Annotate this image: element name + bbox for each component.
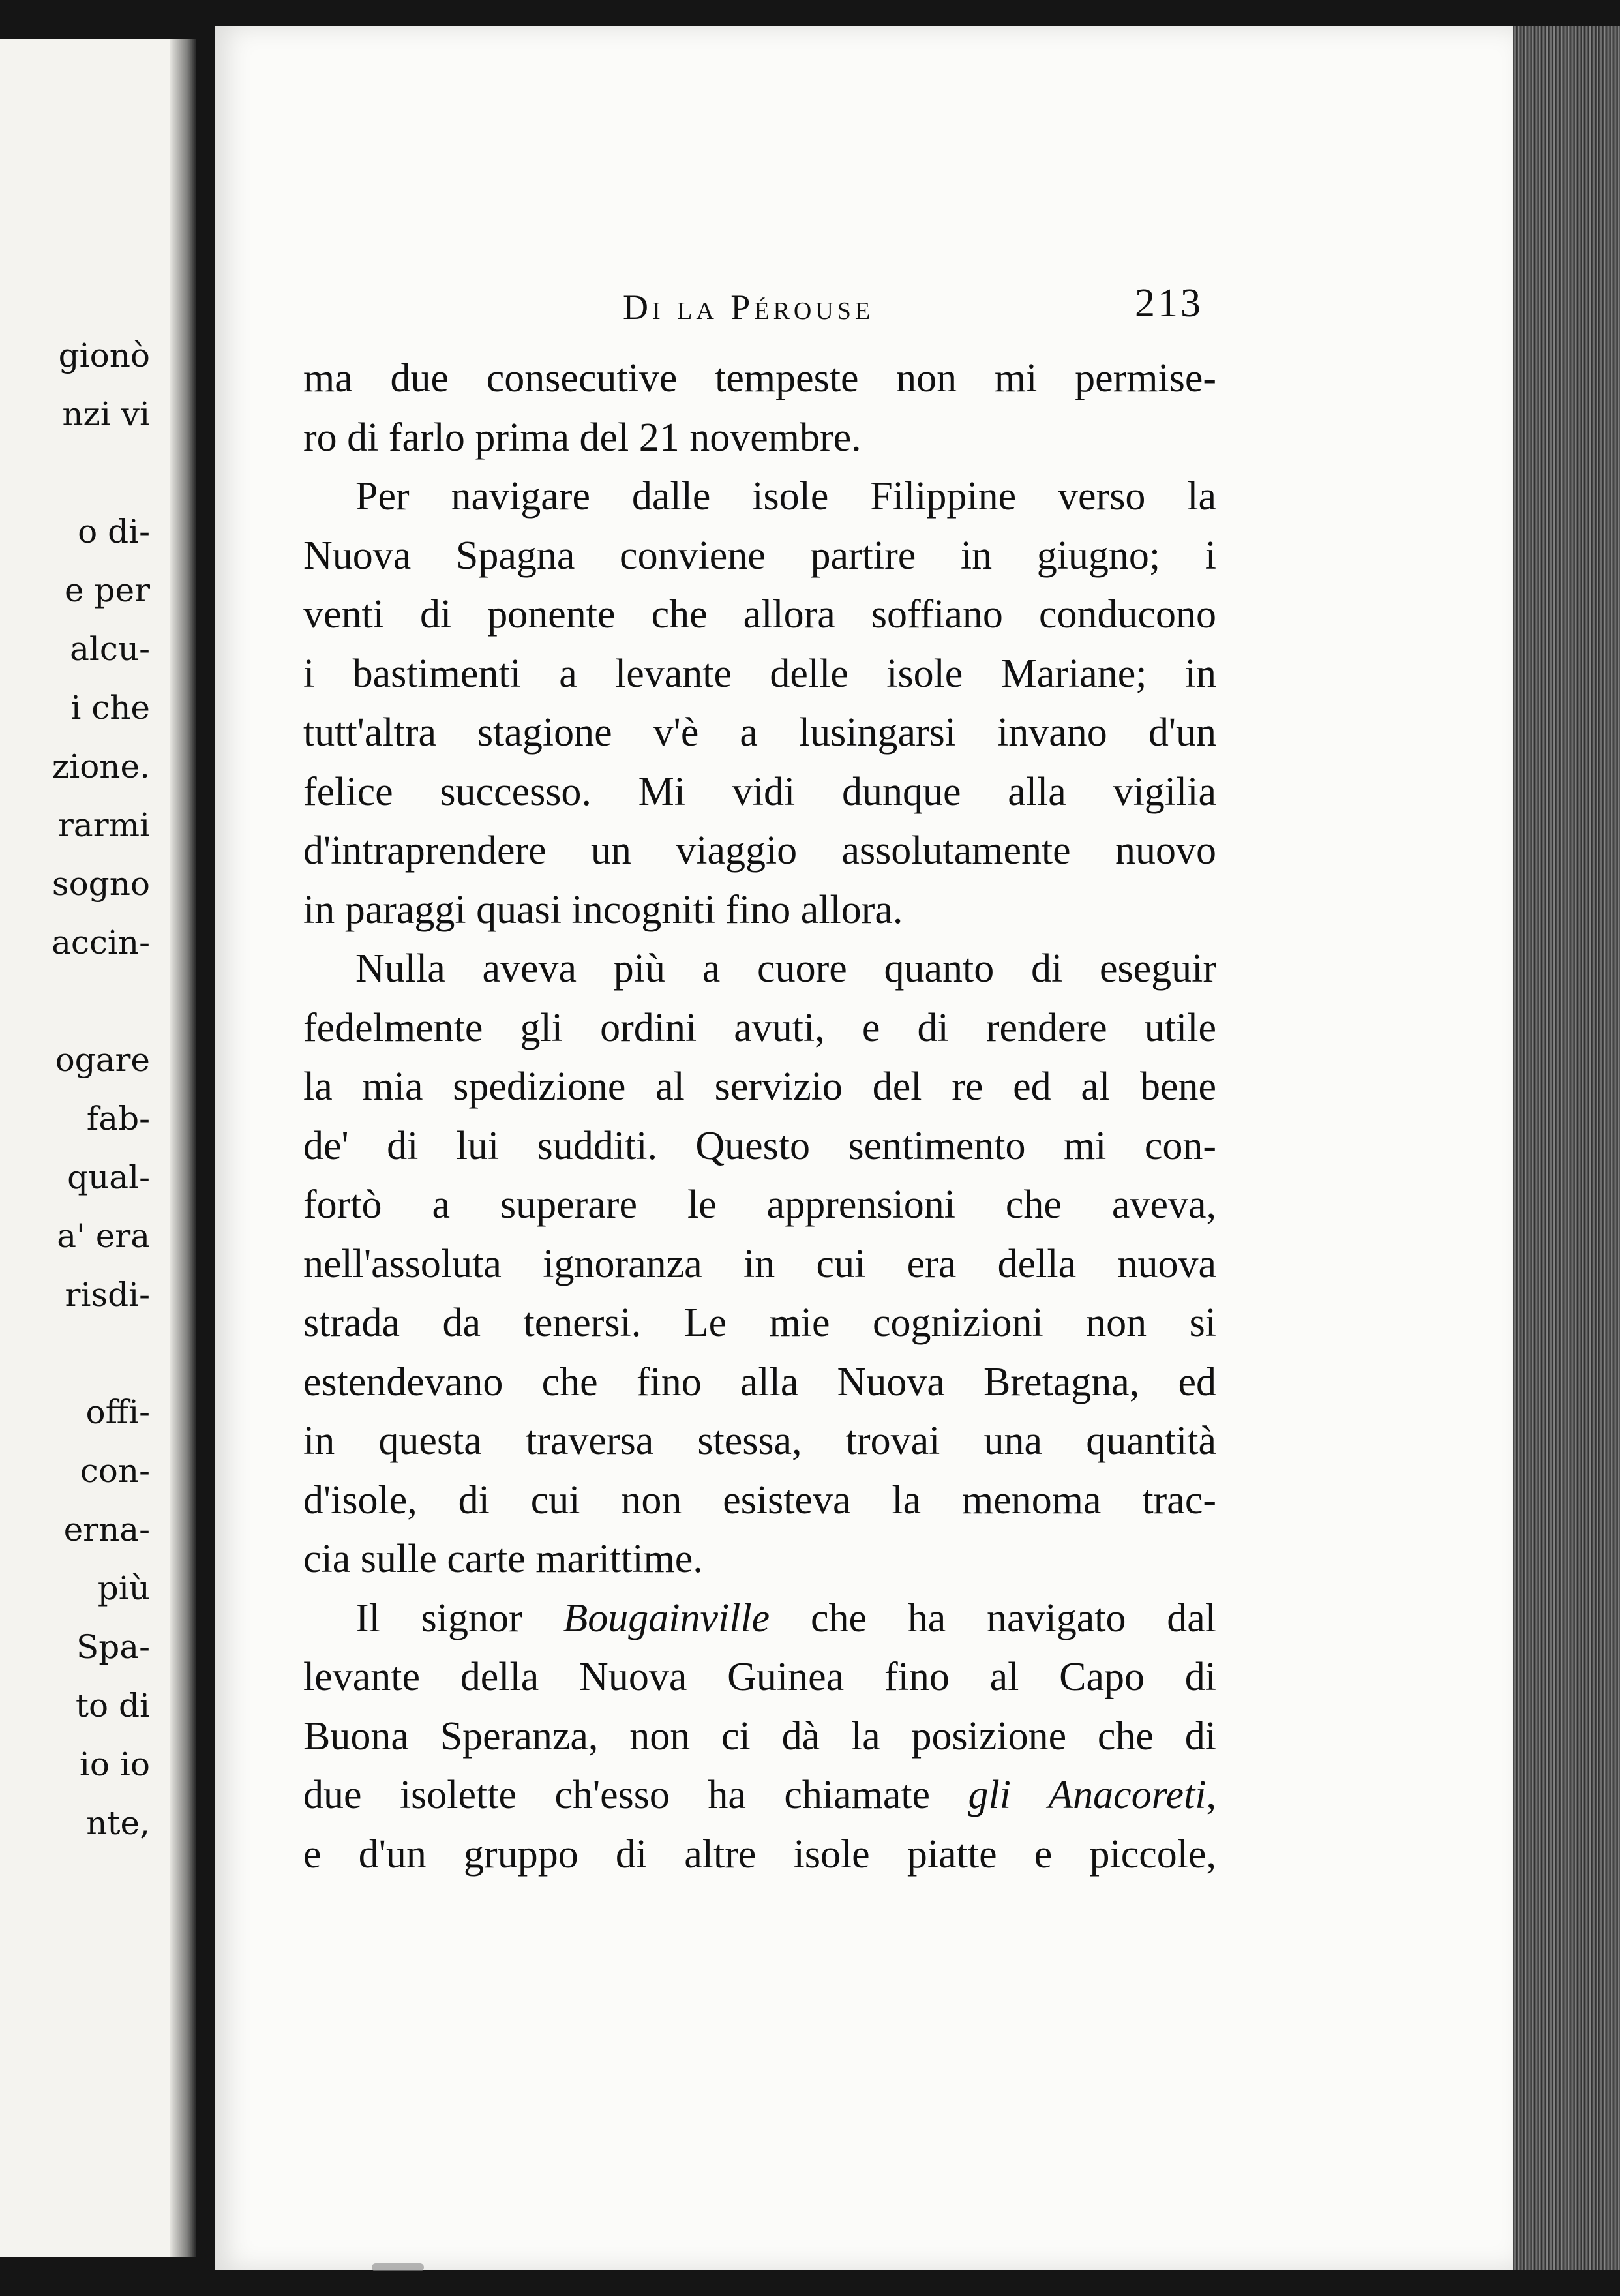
text-line [303, 1648, 1216, 1707]
left-fragment-line: a' era [57, 1217, 150, 1255]
text-line: d'intraprendere un viaggio assolutamente nuovo [303, 828, 1216, 873]
text-line: la mia spedizione al servizio del re ed al bene [303, 1065, 1216, 1109]
text-line: Nuova Spagna conviene partire in giugno; i [303, 533, 1216, 578]
left-fragment-line: nte, [86, 1804, 150, 1842]
left-fragment-line: nzi vi [62, 395, 150, 433]
text-line: ro di farlo prima del 21 novembre. [303, 415, 862, 460]
text-line [303, 1766, 1216, 1825]
text-span: Buona Speranza, non ci dà la posizione che di [303, 1714, 1216, 1759]
left-fragment-line: i che [70, 689, 150, 727]
text-line: strada da tenersi. Le mie cognizioni non si [303, 1301, 1216, 1345]
text-line: felice successo. Mi vidi dunque alla vigilia [303, 769, 1216, 814]
text-line: tutt'altra stagione v'è a lusingarsi invano d'un [303, 710, 1216, 755]
page-edges [1513, 26, 1620, 2270]
left-fragment-line: più [97, 1569, 150, 1607]
left-fragment-line: qual- [67, 1158, 150, 1196]
text-line: venti di ponente che allora soffiano conducono [303, 592, 1216, 637]
text-line: d'isole, di cui non esisteva la menoma trac- [303, 1477, 1216, 1522]
left-fragment-line: sogno [52, 865, 150, 903]
left-fragment-line: rarmi [57, 806, 150, 844]
scan-smudge [372, 2263, 424, 2271]
left-fragment-line: alcu- [70, 630, 150, 668]
text-line: ma due consecutive tempeste non mi permise- [303, 356, 1216, 400]
text-line [303, 1707, 1216, 1766]
text-line: estendevano che fino alla Nuova Bretagna, ed [303, 1359, 1216, 1404]
left-fragment-line: offi- [85, 1393, 150, 1431]
text-line: Per navigare dalle isole Filippine verso la [355, 474, 1216, 519]
text-line [303, 1589, 1216, 1648]
left-fragment-line: gionò [58, 337, 150, 374]
text-line: nell'assoluta ignoranza in cui era della nuova [303, 1241, 1216, 1286]
italic-name: Bougainville [563, 1595, 770, 1640]
left-fragment-line: Spa- [76, 1628, 150, 1666]
text-line: in paraggi quasi incogniti fino allora. [303, 887, 903, 932]
text-line: cia sulle carte marittime. [303, 1537, 703, 1581]
text-span: , [1206, 1773, 1216, 1817]
left-fragment-line: io io [79, 1745, 150, 1783]
left-fragment-line: fab- [86, 1100, 150, 1138]
left-fragment-line: ogare [55, 1041, 150, 1079]
left-fragment-line: con- [80, 1452, 150, 1490]
text-span: levante della Nuova Guinea fino al Capo di [303, 1655, 1216, 1699]
left-fragment-line [0, 1324, 150, 1383]
text-line: i bastimenti a levante delle isole Mariane; in [303, 651, 1216, 696]
book-gutter [170, 39, 196, 2257]
page-number: 213 [1135, 281, 1203, 325]
text-span: e d'un gruppo di altre isole piatte e piccole, [303, 1832, 1216, 1877]
text-line: fortò a superare le apprensioni che aveva, [303, 1183, 1216, 1227]
text-line: de' di lui sudditi. Questo sentimento mi con- [303, 1123, 1216, 1168]
left-fragment-line [0, 444, 150, 502]
left-fragment-line [0, 972, 150, 1031]
running-head: Di la Pérouse [623, 288, 875, 327]
left-fragment-line: risdi- [65, 1276, 150, 1314]
text-span: Il signor [355, 1595, 563, 1640]
body-text [303, 349, 1216, 1884]
text-line: fedelmente gli ordini avuti, e di rendere utile [303, 1005, 1216, 1050]
italic-name: gli Anacoreti [968, 1773, 1207, 1817]
text-span: due isolette ch'esso ha chiamate [303, 1773, 968, 1817]
left-facing-page [0, 39, 196, 2257]
left-fragment-line: to di [75, 1687, 150, 1725]
text-line: in questa traversa stessa, trovai una quantità [303, 1419, 1216, 1463]
text-line: Nulla aveva più a cuore quanto di eseguir [355, 946, 1216, 991]
left-fragment-line: accin- [52, 924, 150, 961]
left-page-text [0, 326, 150, 1852]
left-fragment-line: erna- [63, 1511, 150, 1548]
text-span: che ha navigato dal [770, 1595, 1216, 1640]
left-fragment-line: o di- [78, 513, 150, 551]
text-line [303, 1825, 1216, 1884]
left-fragment-line: e per [65, 571, 150, 609]
left-fragment-line: zione. [52, 748, 150, 785]
